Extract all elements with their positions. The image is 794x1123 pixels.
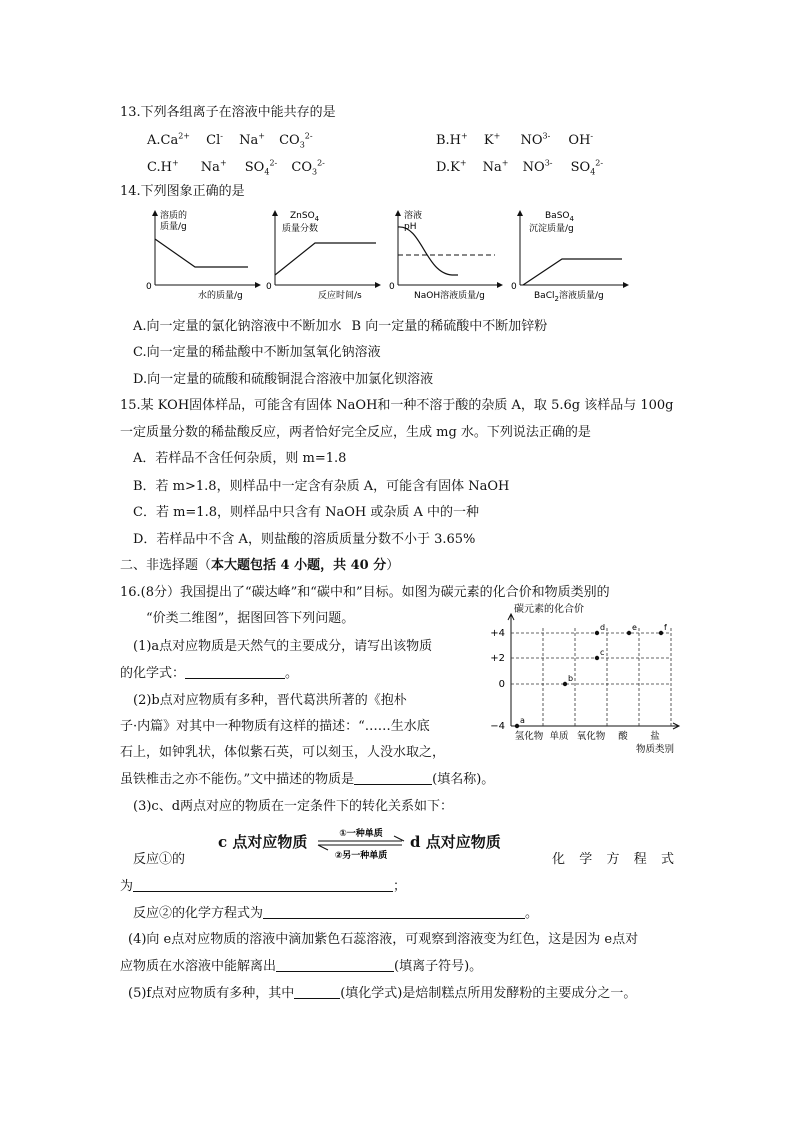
graph-b-ylabel1: ZnSO$_4$	[290, 211, 320, 223]
chart-point-label-b: b	[568, 674, 574, 683]
conversion-bottom-label: ②另一种单质	[334, 851, 388, 860]
valence-category-chart	[474, 600, 694, 760]
q16-line1: 16.(8分）我国提出了“碳达峰”和“碳中和”目标。如图为碳元素的化合价和物质类别的	[120, 585, 610, 600]
conversion-top-label: ①一种单质	[339, 829, 383, 839]
chart-point-label-c: c	[600, 648, 605, 657]
section-2-title: 二、非选择题（本大题包括 4 小题，共 40 分）	[120, 558, 400, 573]
graph-c-origin: 0	[389, 282, 395, 292]
q15-option-d[interactable]: D．若样品中不含 A，则盐酸的溶质质量分数不小于 3.65%	[133, 532, 476, 547]
q13-option-a[interactable]: $A.Ca^{2+}$ Cl- Na+ $CO_3^{2-}$	[147, 131, 313, 150]
q14-stem: 14.下列图象正确的是	[120, 184, 245, 199]
chart-y-tick: −4	[490, 721, 505, 732]
q16-part2b: 子·内篇》对其中一种物质有这样的描述：“……生水底	[120, 719, 430, 734]
q13-option-b[interactable]: B.H+ K+ $NO^{3-}$ OH-	[436, 131, 594, 148]
conversion-arrows	[316, 826, 406, 860]
graph-c-xlabel: NaOH溶液质量/g	[414, 291, 485, 301]
graph-d-xlabel: BaCl$_2$溶液质量/g	[534, 291, 604, 303]
chart-point-label-e: e	[632, 623, 637, 632]
q16-blank-3[interactable]	[133, 878, 393, 892]
chart-point-label-d: d	[600, 623, 606, 632]
chart-x-tick: 氧化物	[576, 731, 606, 742]
q15-option-b[interactable]: B．若 m>1.8，则样品中一定含有杂质 A，可能含有固体 NaOH	[133, 479, 510, 494]
graph-c	[389, 209, 502, 301]
q16-line2: “价类二维图”，据图回答下列问题。	[146, 611, 355, 626]
q14-graphs	[140, 203, 640, 303]
chart-point-f	[659, 631, 663, 635]
chart-x-tick: 酸	[618, 731, 628, 742]
chart-xlabel: 物质类别	[636, 744, 675, 755]
chart-y-tick: 0	[498, 679, 505, 690]
graph-b-origin: 0	[266, 282, 272, 292]
q16-part5: (5)f点对应物质有多种，其中 (填化学式)是焙制糕点所用发酵粉的主要成分之一。	[128, 986, 637, 1001]
graph-a-ylabel2: 质量/g	[160, 222, 187, 232]
chart-y-tick: +2	[490, 653, 505, 664]
graph-d-ylabel2: 沉淀质量/g	[529, 224, 574, 234]
chart-point-label-a: a	[520, 716, 525, 725]
q15-line2: 一定质量分数的稀盐酸反应，两者恰好完全反应，生成 mg 水。下列说法正确的是	[120, 425, 591, 440]
chart-point-e	[627, 631, 631, 635]
q16-reaction2-line: 反应②的化学方程式为 。	[133, 906, 539, 921]
q16-part4b: 应物质在水溶液中能解离出 (填离子符号)。	[120, 959, 483, 974]
q14-option-d[interactable]: D.向一定量的硫酸和硫酸铜混合溶液中加氯化钡溶液	[133, 372, 434, 387]
q14-option-ab[interactable]: A.向一定量的氯化钠溶液中不断加水 B 向一定量的稀硫酸中不断加锌粉	[133, 319, 548, 334]
q13-option-d[interactable]: D.K+ Na+ $NO^{3-}$ $SO_4^{2-}$	[436, 158, 604, 177]
q16-blank-4[interactable]	[263, 905, 525, 919]
q16-part2c: 石上，如钟乳状，体似紫石英，可以刻玉，人没水取之，	[120, 745, 446, 760]
graph-d	[511, 211, 628, 303]
q16-blank-1[interactable]	[185, 665, 285, 679]
graph-d-origin: 0	[511, 282, 517, 292]
q13-stem: 13.下列各组离子在溶液中能共存的是	[120, 105, 336, 120]
q16-part1a: (1)a点对应物质是天然气的主要成分，请写出该物质	[133, 639, 433, 654]
q16-part2d: 虽铁椎击之亦不能伤。”文中描述的物质是 (填名称)。	[120, 772, 495, 787]
chart-y-tick: +4	[490, 628, 505, 639]
chart-x-tick: 单质	[549, 731, 569, 742]
chart-x-tick: 盐	[650, 731, 660, 742]
chart-point-d	[595, 631, 599, 635]
q16-part2a: (2)b点对应物质有多种，晋代葛洪所著的《抱朴	[133, 693, 407, 708]
q16-blank-5[interactable]	[276, 958, 394, 972]
graph-b-ylabel2: 质量分数	[282, 224, 319, 234]
q15-option-a[interactable]: A．若样品不含任何杂质，则 m=1.8	[133, 451, 347, 466]
q16-reaction1-line: 为 ；	[120, 879, 407, 894]
q16-part4a: (4)向 e点对应物质的溶液中滴加紫色石蕊溶液，可观察到溶液变为红色，这是因为 e点对	[128, 932, 639, 947]
graph-b-xlabel: 反应时间/s	[318, 291, 362, 301]
conversion-right: d 点对应物质	[410, 833, 501, 851]
q14-option-c[interactable]: C.向一定量的稀盐酸中不断加氢氧化钠溶液	[133, 345, 381, 360]
graph-a-ylabel1: 溶质的	[160, 211, 188, 221]
q16-blank-6[interactable]	[294, 985, 340, 999]
q16-reaction1-label: 化 学 方 程 式	[552, 852, 674, 867]
chart-ylabel: 碳元素的化合价	[514, 604, 584, 615]
graph-a-origin: 0	[146, 282, 152, 292]
chart-x-tick: 氢化物	[514, 731, 544, 742]
q15-option-c[interactable]: C．若 m=1.8，则样品中只含有 NaOH 或杂质 A 中的一种	[133, 505, 480, 520]
chart-point-b	[563, 682, 567, 686]
graph-c-ylabel2: pH	[404, 222, 417, 232]
graph-d-ylabel1: BaSO$_4$	[545, 211, 574, 223]
graph-a-xlabel: 水的质量/g	[198, 291, 243, 301]
chart-point-c	[595, 656, 599, 660]
q16-reaction1-pre: 反应①的	[133, 852, 186, 867]
q16-blank-2[interactable]	[354, 771, 432, 785]
chart-point-a	[515, 724, 519, 728]
q16-part3: (3)c、d两点对应的物质在一定条件下的转化关系如下：	[133, 799, 454, 814]
chart-point-label-f: f	[664, 623, 667, 632]
conversion-left: c 点对应物质	[218, 833, 308, 851]
q16-part1b: 的化学式： 。	[120, 666, 299, 681]
graph-c-ylabel1: 溶液	[404, 211, 423, 221]
q13-option-c[interactable]: C.H+ Na+ $SO_4^{2-}$ $CO_3^{2-}$	[147, 158, 325, 177]
q15-line1: 15.某 KOH固体样品，可能含有固体 NaOH和一种不溶于酸的杂质 A，取 5.6g 该样品与 100g	[120, 398, 674, 413]
graph-a	[146, 209, 260, 301]
graph-b	[266, 211, 380, 301]
